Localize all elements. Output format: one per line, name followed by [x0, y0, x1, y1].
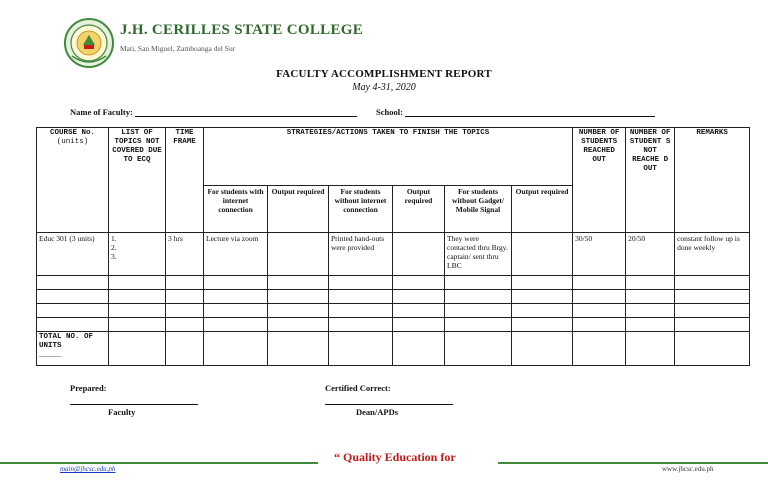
table-row: [37, 276, 750, 290]
faculty-label: Name of Faculty:: [70, 107, 133, 117]
college-seal-icon: [64, 18, 114, 68]
total-row: [37, 332, 750, 366]
course-header: COURSE No. (units): [37, 128, 109, 233]
topics-header: LIST OF TOPICS NOT COVERED DUE TO ECQ: [109, 128, 166, 233]
table-row: [37, 290, 750, 304]
without-gadget-header: For students without Gadget/ Mobile Signal: [445, 186, 512, 233]
output-cell-3[interactable]: [512, 233, 573, 276]
footer-slogan: “ Quality Education for: [334, 450, 456, 464]
output-header-1: Output required: [268, 186, 329, 233]
report-date: May 4-31, 2020: [352, 82, 416, 93]
remarks-header: REMARKS: [675, 128, 750, 233]
prepared-signature-line[interactable]: [70, 403, 198, 405]
time-cell[interactable]: 3 hrs: [166, 233, 204, 276]
table-row: [37, 233, 750, 276]
faculty-field: [70, 107, 357, 117]
college-name: J.H. CERILLES STATE COLLEGE: [120, 22, 364, 38]
not-reached-header: NUMBER OF STUDENT S NOT REACHE D OUT: [626, 128, 675, 233]
faculty-line[interactable]: [135, 107, 357, 117]
footer-divider-right: [498, 462, 768, 464]
report-title: FACULTY ACCOMPLISHMENT REPORT: [276, 68, 492, 80]
school-line[interactable]: [405, 107, 655, 117]
remarks-cell[interactable]: constant follow up is done weekly: [675, 233, 750, 276]
footer-email-link[interactable]: main@jhcsc.edu.ph: [60, 465, 116, 473]
output-header-2: Output required: [393, 186, 445, 233]
total-units-label: TOTAL NO. OF UNITS _____: [37, 332, 109, 366]
not-reached-cell[interactable]: 20/50: [626, 233, 675, 276]
prepared-label: Prepared:: [70, 383, 107, 393]
school-field: [376, 107, 655, 117]
without-gadget-cell[interactable]: They were contacted thru Brgy. captain/ sent thru LBC: [445, 233, 512, 276]
footer-divider-left: [0, 462, 318, 464]
prepared-role: Faculty: [108, 407, 136, 417]
output-cell-1[interactable]: [268, 233, 329, 276]
reached-cell[interactable]: 30/50: [573, 233, 626, 276]
without-internet-cell[interactable]: Printed hand-outs were provided: [329, 233, 393, 276]
output-cell-2[interactable]: [393, 233, 445, 276]
accomplishment-table: [36, 127, 750, 366]
reached-header: NUMBER OF STUDENTS REACHED OUT: [573, 128, 626, 233]
certified-label: Certified Correct:: [325, 383, 391, 393]
topics-cell[interactable]: 1. 2. 3.: [109, 233, 166, 276]
with-internet-cell[interactable]: Lecture via zoom: [204, 233, 268, 276]
certified-role: Dean/APDs: [356, 407, 399, 417]
output-header-3: Output required: [512, 186, 573, 233]
college-address: Mati, San Miguel, Zamboanga del Sur: [120, 44, 236, 53]
table-row: [37, 304, 750, 318]
course-cell[interactable]: Educ 301 (3 units): [37, 233, 109, 276]
with-internet-header: For students with internet connection: [204, 186, 268, 233]
footer-website[interactable]: www.jhcsc.edu.ph: [662, 465, 714, 473]
school-label: School:: [376, 107, 403, 117]
time-frame-header: TIME FRAME: [166, 128, 204, 233]
table-row: [37, 318, 750, 332]
strategies-header: STRATEGIES/ACTIONS TAKEN TO FINISH THE TOPICS: [204, 128, 573, 186]
certified-signature-line[interactable]: [325, 403, 453, 405]
without-internet-header: For students without internet connection: [329, 186, 393, 233]
